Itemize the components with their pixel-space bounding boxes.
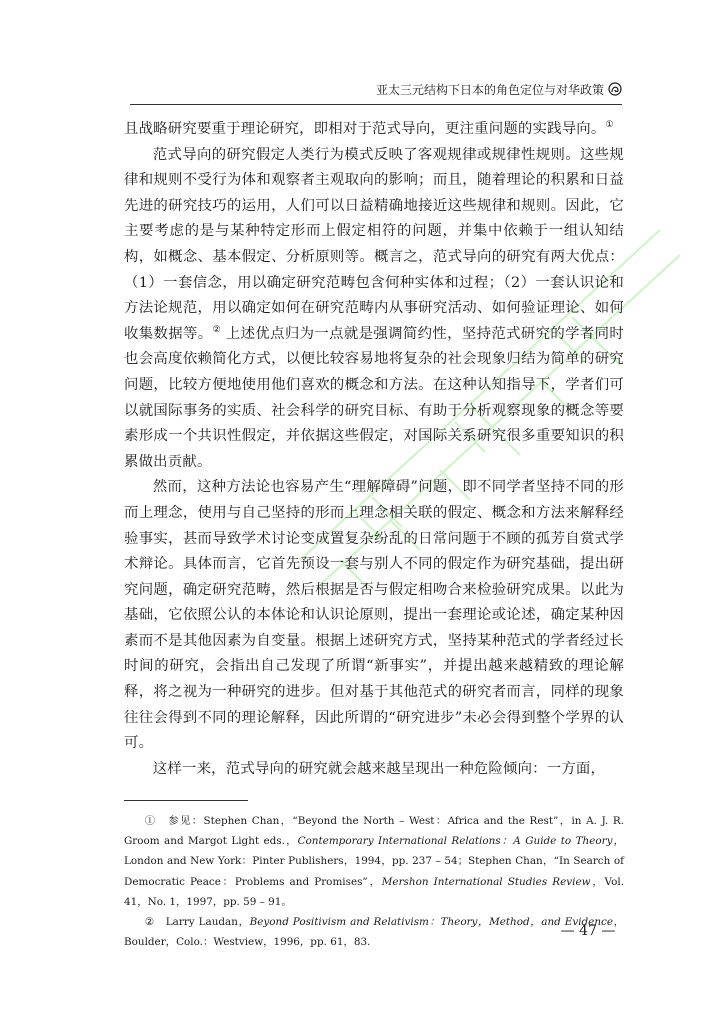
footnote-1-marker: ① <box>144 815 157 827</box>
footnote-1-part1: 参见：Stephen Chan，“Beyond the North – West：Africa and the Rest”，in A. J. R. Groom and Margot Light eds.， <box>124 815 625 848</box>
paragraph-3: 然而，这种方法论也容易产生“理解障碍”问题，即不同学者坚持不同的形而上理念，使用与自己坚持的形而上理念相关联的假定、概念和方法来解释经验事实，甚而导致学术讨论变成置复杂纷乱的日常问题于不顾的孤芳自赏式学术辩论。具体而言，它首先预设一套与别人不同的假定作为研究基础，提出研究问题，确定研究范畴，然后根据是否与假定相吻合来检验研究成果。以此为基础，它依照公认的本体论和认识论原则，提出一套理论或论述，确定某种因素而不是其他因素为自变量。根据上述研究方式，坚持某种范式的学者经过长时间的研究，会指出自己发现了所谓“新事实”，并提出越来越精致的理论解释，将之视为一种研究的进步。但对基于其他范式的研究者而言，同样的现象往往会得到不同的理论解释，因此所谓的“研究进步”未必会得到整个学界的认可。 <box>124 479 624 752</box>
footnote-1-part3: ，Vol. 41，No. 1，1997，pp. 59 – 91。 <box>124 875 624 908</box>
paragraph-2 <box>124 143 624 476</box>
footnote-1-title2: Mershon International Studies Review <box>381 875 591 888</box>
footnote-2-part1: Larry Laudan， <box>165 916 250 929</box>
paragraph-1 <box>124 117 624 143</box>
footnote-1-title1: Contemporary International Relations：A Guide to Theory <box>297 835 613 848</box>
footnote-divider <box>124 800 248 801</box>
footnote-2-title1: Beyond Positivism and Relativism：Theory，Method，and Evidence <box>249 916 613 929</box>
running-header <box>130 80 622 105</box>
paragraph-1-text: 且战略研究要重于理论研究，即相对于范式导向，更注重问题的实践导向。 <box>124 121 606 137</box>
footnote-2-part2: ，Boulder，Colo.：Westview，1996，pp. 61，83. <box>124 916 625 949</box>
footnote-ref-2[interactable]: ② <box>212 324 221 335</box>
footnote-2-marker: ② <box>144 916 155 929</box>
footnote-ref-1[interactable]: ① <box>605 120 614 130</box>
paragraph-4: 这样一来，范式导向的研究就会越来越呈现出一种危险倾向：一方面， <box>152 760 606 777</box>
swirl-logo-icon <box>608 82 622 96</box>
paragraph-2-text-b: 上述优点归为一点就是强调简约性，坚持范式研究的学者同时也会高度依赖简化方式，以便比较容易地将复杂的社会现象归结为简单的研究问题，比较方便地使用他们喜欢的概念和方法。在这种认知指导下，学者们可以就国际事务的实质、社会科学的研究目标、有助于分析观察现象的概念等要素形成一个共识性假定，并依据这些假定，对国际关系研究很多重要知识的积累做出贡献。 <box>124 325 624 470</box>
footnote-1 <box>124 811 624 912</box>
page-number: — 47 — <box>560 923 616 939</box>
body-text <box>124 117 624 782</box>
running-title: 亚太三元结构下日本的角色定位与对华政策 <box>375 83 604 97</box>
paragraph-2-text-a: 范式导向的研究假定人类行为模式反映了客观规律或规律性规则。这些规律和规则不受行为体和观察者主观取向的影响；而且，随着理论的积累和日益先进的研究技巧的运用，人们可以日益精确地接近这些规律和规则。因此，它主要考虑的是与某种特定形而上假定相符的问题，并集中依赖于一组认知结构，如概念、基本假定、分析原则等。概言之，范式导向的研究有两大优点：（1）一套信念，用以确定研究范畴包含何种实体和过程；（2）一套认识论和方法论规范，用以确定如何在研究范畴内从事研究活动、如何验证理论、如何收集数据等。 <box>124 146 624 342</box>
footnote-1-part2: ，London and New York：Pinter Publishers，1994，pp. 237 – 54；Stephen Chan，“In Search of Democratic Peace：Problems and Promises”， <box>124 835 624 888</box>
